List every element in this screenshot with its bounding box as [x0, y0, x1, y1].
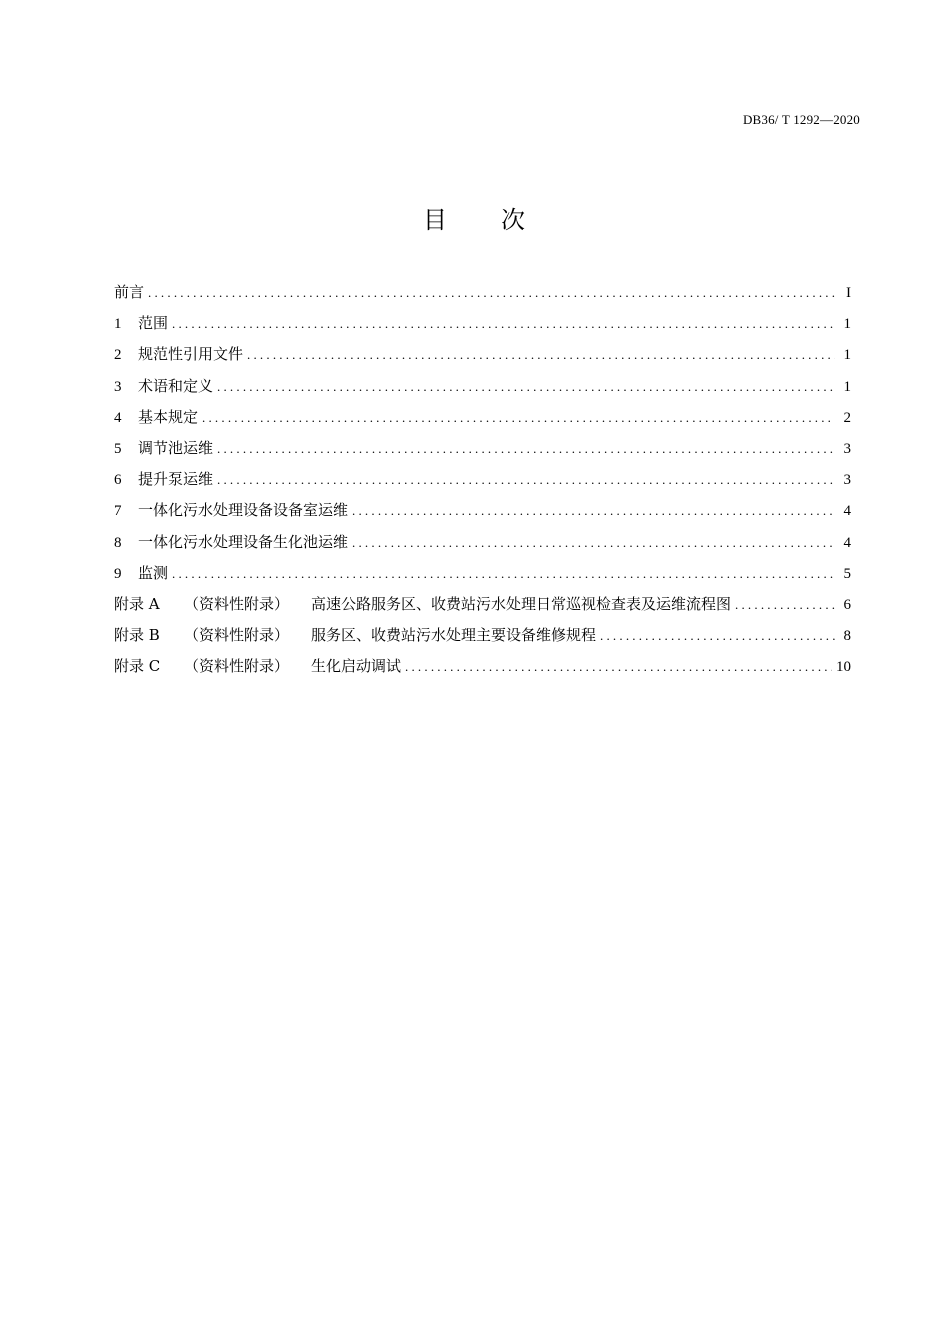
toc-entry-title: 生化启动调试	[311, 657, 402, 676]
toc-section-number: 8	[114, 534, 122, 551]
toc-entry-3[interactable]	[114, 374, 851, 405]
appendix-type: （资料性附录）	[184, 657, 290, 676]
toc-section-number: 3	[114, 378, 122, 395]
toc-leader-dots	[247, 343, 835, 367]
toc-entry-6[interactable]	[114, 467, 851, 498]
toc-leader-dots	[217, 468, 835, 492]
toc-page-number: 4	[843, 534, 851, 551]
toc-page-number: 3	[843, 440, 851, 457]
toc-entry-title: 监测	[138, 563, 169, 582]
toc-page-number: 2	[843, 409, 851, 426]
toc-page-number: 4	[843, 503, 851, 520]
title-char-2: 次	[501, 206, 527, 234]
toc-leader-dots	[352, 531, 835, 555]
toc-page-number: 5	[843, 565, 851, 582]
toc-section-number: 5	[114, 440, 122, 457]
appendix-type: （资料性附录）	[184, 626, 290, 645]
toc-entry-5[interactable]	[114, 436, 851, 467]
toc-leader-dots	[352, 499, 835, 523]
appendix-code: 附录 C	[114, 657, 161, 676]
appendix-code: 附录 B	[114, 626, 160, 645]
toc-page-number: 1	[843, 316, 851, 333]
toc-entry-foreword[interactable]	[114, 280, 851, 311]
toc-entry-2[interactable]	[114, 342, 851, 373]
toc-page-number: 8	[843, 628, 851, 645]
toc-entry-title: 服务区、收费站污水处理主要设备维修规程	[311, 626, 597, 645]
toc-page-number: 3	[843, 472, 851, 489]
toc-section-number: 9	[114, 565, 122, 582]
toc-section-number: 4	[114, 409, 122, 426]
toc-entry-9[interactable]	[114, 561, 851, 592]
toc-section-number: 6	[114, 472, 122, 489]
toc-section-number: 2	[114, 347, 122, 364]
toc-page-number: 10	[836, 659, 851, 676]
toc-entry-title: 一体化污水处理设备生化池运维	[138, 532, 349, 551]
toc-entry-appendix-a[interactable]	[114, 592, 851, 623]
toc-leader-dots	[735, 593, 835, 617]
toc-section-number: 7	[114, 503, 122, 520]
toc-entry-title: 调节池运维	[138, 438, 214, 457]
toc-leader-dots	[217, 437, 835, 461]
toc-page-number: I	[846, 285, 851, 301]
toc-entry-4[interactable]	[114, 405, 851, 436]
toc-leader-dots	[148, 281, 835, 305]
toc-entry-1[interactable]	[114, 311, 851, 342]
toc-entry-title: 术语和定义	[138, 376, 214, 395]
appendix-code: 附录 A	[114, 594, 160, 613]
toc-page-number: 1	[843, 347, 851, 364]
document-code: DB36/ T 1292—2020	[742, 112, 860, 127]
appendix-type: （资料性附录）	[184, 594, 290, 613]
table-of-contents	[114, 280, 851, 685]
toc-entry-title: 高速公路服务区、收费站污水处理日常巡视检查表及运维流程图	[311, 594, 732, 613]
toc-leader-dots	[202, 406, 835, 430]
toc-leader-dots	[600, 624, 835, 648]
page-title	[0, 200, 950, 235]
toc-entry-title: 提升泵运维	[138, 470, 214, 489]
toc-entry-title: 基本规定	[138, 407, 199, 426]
toc-leader-dots	[217, 375, 835, 399]
toc-entry-8[interactable]	[114, 530, 851, 561]
toc-leader-dots	[172, 312, 835, 336]
toc-entry-title: 范围	[138, 314, 169, 333]
toc-entry-title: 前言	[114, 283, 145, 301]
title-char-1: 目	[423, 206, 449, 234]
toc-leader-dots	[172, 562, 835, 586]
toc-page-number: 1	[843, 378, 851, 395]
toc-page-number: 6	[843, 596, 851, 613]
toc-entry-appendix-c[interactable]	[114, 654, 851, 685]
toc-section-number: 1	[114, 316, 122, 333]
toc-leader-dots	[405, 655, 832, 679]
toc-entry-title: 一体化污水处理设备设备室运维	[138, 501, 349, 520]
toc-entry-7[interactable]	[114, 498, 851, 529]
toc-entry-title: 规范性引用文件	[138, 345, 244, 364]
toc-entry-appendix-b[interactable]	[114, 623, 851, 654]
